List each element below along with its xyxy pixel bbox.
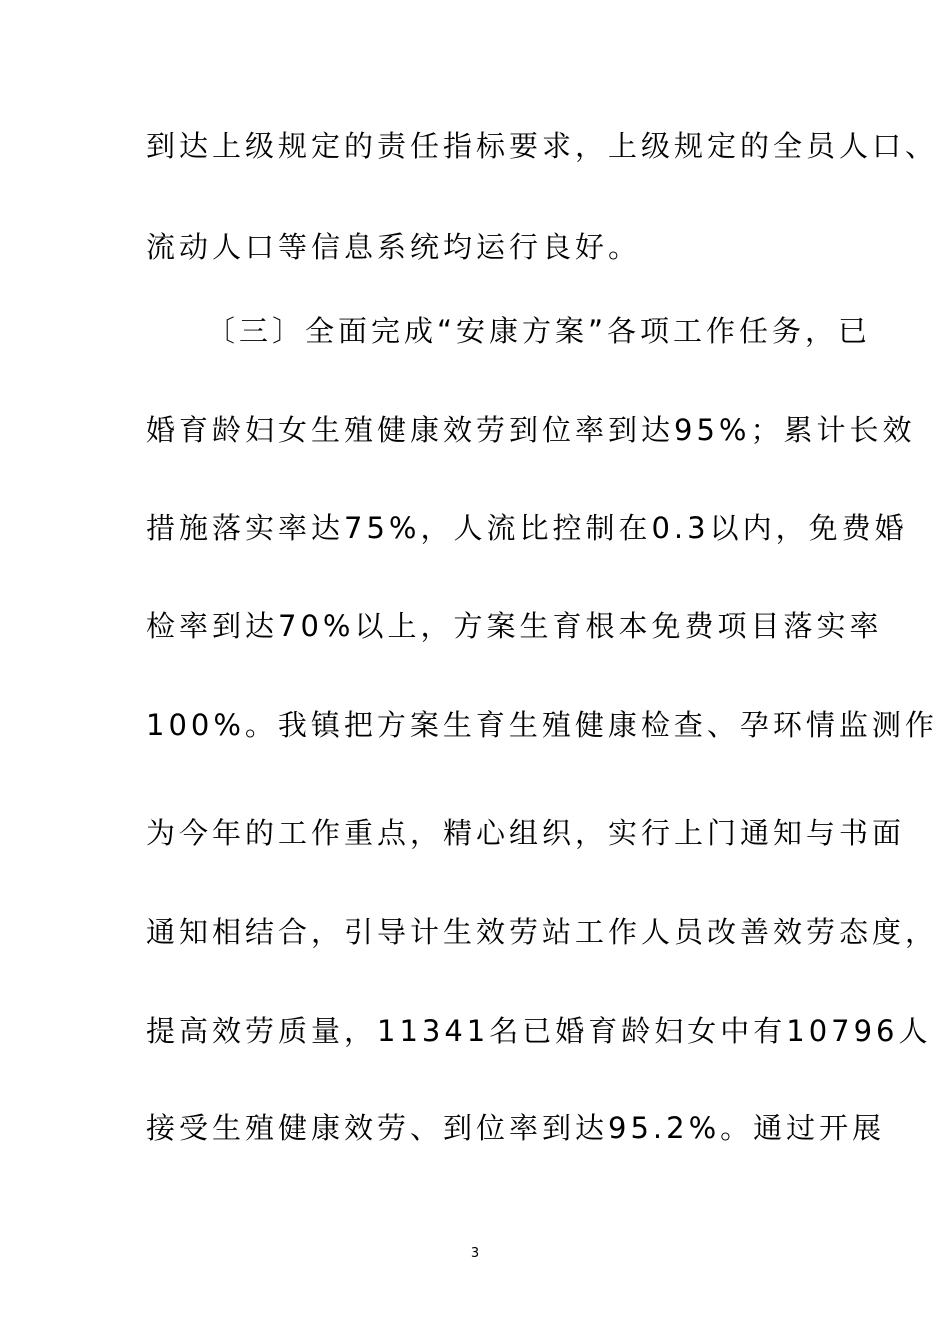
paragraph-line: 措施落实率达75%，人流比控制在0.3以内，免费婚 xyxy=(146,511,908,545)
paragraph-line: 到达上级规定的责任指标要求，上级规定的全员人口、 xyxy=(146,129,939,163)
paragraph-line: 100%。我镇把方案生育生殖健康检查、孕环情监测作 xyxy=(146,708,938,742)
paragraph-line: 〔三〕全面完成“安康方案”各项工作任务，已 xyxy=(206,314,872,348)
paragraph-line: 流动人口等信息系统均运行良好。 xyxy=(146,230,642,264)
paragraph-line: 接受生殖健康效劳、到位率到达95.2%。通过开展 xyxy=(146,1111,886,1145)
paragraph-line: 检率到达70%以上，方案生育根本免费项目落实率 xyxy=(146,609,883,643)
page-number: 3 xyxy=(470,1246,480,1261)
paragraph-line: 通知相结合，引导计生效劳站工作人员改善效劳态度， xyxy=(146,915,939,949)
paragraph-line: 婚育龄妇女生殖健康效劳到位率到达95%；累计长效 xyxy=(146,413,916,447)
paragraph-line: 为今年的工作重点，精心组织，实行上门通知与书面 xyxy=(146,816,906,850)
paragraph-line: 提高效劳质量，11341名已婚育龄妇女中有10796人 xyxy=(146,1014,932,1048)
